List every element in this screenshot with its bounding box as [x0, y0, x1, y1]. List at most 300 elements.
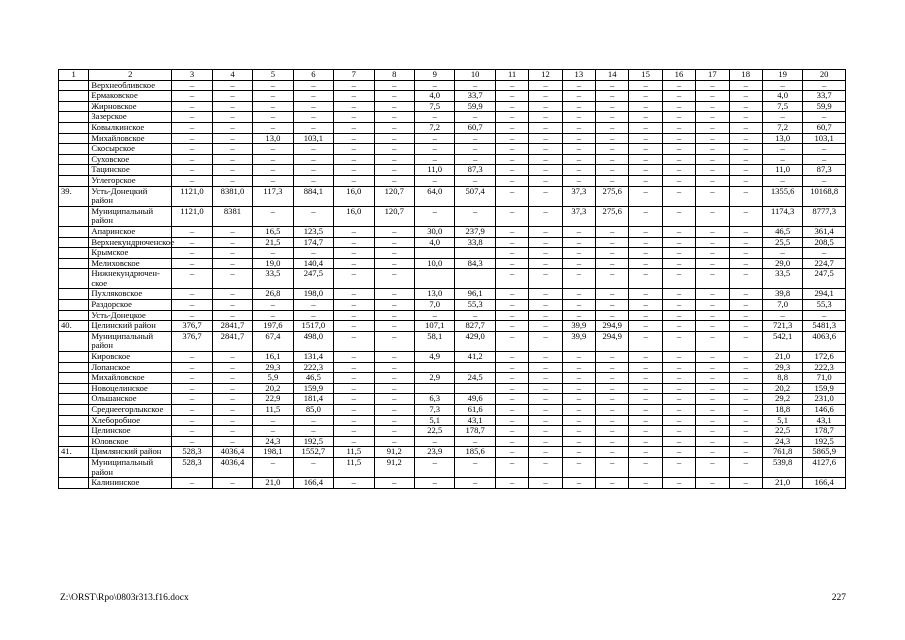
value-cell: –: [212, 436, 252, 447]
value-cell: –: [562, 426, 595, 437]
column-header: 19: [762, 70, 802, 81]
row-number-cell: [59, 206, 89, 226]
value-cell: 107,1: [415, 321, 455, 332]
value-cell: 539,8: [762, 457, 802, 477]
value-cell: –: [596, 405, 629, 416]
value-cell: –: [495, 248, 528, 259]
value-cell: –: [334, 144, 374, 155]
row-number-cell: [59, 300, 89, 311]
value-cell: 39,8: [762, 289, 802, 300]
value-cell: –: [374, 478, 414, 489]
value-cell: –: [334, 331, 374, 351]
value-cell: 8381: [212, 206, 252, 226]
row-number-cell: [59, 362, 89, 373]
value-cell: –: [495, 300, 528, 311]
table-row: [59, 415, 846, 426]
value-cell: –: [696, 300, 729, 311]
value-cell: 91,2: [374, 457, 414, 477]
table-row: [59, 133, 846, 144]
value-cell: –: [415, 478, 455, 489]
value-cell: –: [334, 80, 374, 91]
territory-name-cell: Раздорское: [89, 300, 172, 311]
value-cell: –: [696, 165, 729, 176]
value-cell: 123,5: [293, 226, 333, 237]
value-cell: 60,7: [455, 122, 495, 133]
value-cell: 1517,0: [293, 321, 333, 332]
value-cell: 39,9: [562, 321, 595, 332]
value-cell: 4127,6: [803, 457, 846, 477]
value-cell: 11,0: [762, 165, 802, 176]
value-cell: –: [529, 394, 562, 405]
value-cell: –: [172, 237, 212, 248]
value-cell: –: [662, 310, 695, 321]
value-cell: 33,7: [803, 91, 846, 102]
value-cell: –: [374, 362, 414, 373]
value-cell: [415, 248, 455, 259]
row-number-cell: 39.: [59, 186, 89, 206]
territory-name-cell: Среднеегорлыкское: [89, 405, 172, 416]
value-cell: –: [629, 101, 662, 112]
value-cell: 11,5: [334, 457, 374, 477]
value-cell: 159,9: [293, 383, 333, 394]
value-cell: –: [696, 447, 729, 458]
value-cell: 8777,3: [803, 206, 846, 226]
value-cell: –: [729, 321, 762, 332]
value-cell: –: [696, 144, 729, 155]
value-cell: –: [596, 112, 629, 123]
value-cell: 46,5: [762, 226, 802, 237]
value-cell: –: [495, 206, 528, 226]
value-cell: 4063,6: [803, 331, 846, 351]
value-cell: –: [172, 300, 212, 311]
row-number-cell: [59, 165, 89, 176]
value-cell: –: [696, 101, 729, 112]
value-cell: 1552,7: [293, 447, 333, 458]
value-cell: 8,8: [762, 373, 802, 384]
value-cell: –: [662, 415, 695, 426]
value-cell: –: [629, 352, 662, 363]
value-cell: 884,1: [293, 186, 333, 206]
value-cell: –: [415, 144, 455, 155]
value-cell: –: [696, 175, 729, 186]
value-cell: –: [253, 80, 293, 91]
column-header: 14: [596, 70, 629, 81]
table-row: [59, 258, 846, 269]
value-cell: –: [293, 426, 333, 437]
row-number-cell: [59, 237, 89, 248]
value-cell: –: [529, 331, 562, 351]
value-cell: –: [596, 457, 629, 477]
value-cell: 103,1: [803, 133, 846, 144]
value-cell: –: [212, 248, 252, 259]
value-cell: –: [696, 405, 729, 416]
value-cell: 131,4: [293, 352, 333, 363]
value-cell: –: [172, 478, 212, 489]
value-cell: –: [562, 457, 595, 477]
value-cell: –: [803, 112, 846, 123]
table-row: [59, 269, 846, 289]
value-cell: –: [729, 186, 762, 206]
value-cell: –: [374, 112, 414, 123]
value-cell: –: [762, 80, 802, 91]
value-cell: 275,6: [596, 186, 629, 206]
value-cell: –: [495, 80, 528, 91]
value-cell: 20,2: [253, 383, 293, 394]
value-cell: –: [629, 206, 662, 226]
value-cell: –: [629, 383, 662, 394]
value-cell: –: [253, 206, 293, 226]
territory-name-cell: Пухляковское: [89, 289, 172, 300]
value-cell: 16,0: [334, 186, 374, 206]
value-cell: 22,9: [253, 394, 293, 405]
value-cell: 55,3: [455, 300, 495, 311]
value-cell: –: [662, 122, 695, 133]
table-row: [59, 300, 846, 311]
table-row: [59, 112, 846, 123]
value-cell: 275,6: [596, 206, 629, 226]
value-cell: –: [374, 394, 414, 405]
value-cell: 67,4: [253, 331, 293, 351]
value-cell: –: [455, 206, 495, 226]
value-cell: –: [596, 289, 629, 300]
value-cell: –: [629, 331, 662, 351]
value-cell: –: [729, 352, 762, 363]
value-cell: –: [729, 144, 762, 155]
value-cell: –: [212, 383, 252, 394]
value-cell: –: [374, 154, 414, 165]
value-cell: –: [172, 112, 212, 123]
value-cell: 429,0: [455, 331, 495, 351]
value-cell: –: [729, 373, 762, 384]
value-cell: –: [562, 362, 595, 373]
value-cell: –: [662, 373, 695, 384]
value-cell: –: [662, 478, 695, 489]
territory-name-cell: Калининское: [89, 478, 172, 489]
value-cell: –: [529, 175, 562, 186]
value-cell: 24,3: [253, 436, 293, 447]
table-row: [59, 154, 846, 165]
table-row: [59, 80, 846, 91]
value-cell: 542,1: [762, 331, 802, 351]
value-cell: –: [562, 175, 595, 186]
value-cell: 174,7: [293, 237, 333, 248]
value-cell: 7,0: [762, 300, 802, 311]
value-cell: –: [415, 457, 455, 477]
row-number-cell: [59, 373, 89, 384]
table-row: [59, 206, 846, 226]
value-cell: 361,4: [803, 226, 846, 237]
value-cell: –: [662, 175, 695, 186]
value-cell: –: [374, 269, 414, 289]
value-cell: 4,0: [415, 237, 455, 248]
value-cell: –: [374, 310, 414, 321]
value-cell: 185,6: [455, 447, 495, 458]
value-cell: –: [596, 144, 629, 155]
value-cell: –: [696, 310, 729, 321]
value-cell: –: [629, 447, 662, 458]
value-cell: –: [374, 405, 414, 416]
value-cell: –: [253, 122, 293, 133]
table-row: [59, 144, 846, 155]
value-cell: –: [212, 352, 252, 363]
value-cell: –: [253, 101, 293, 112]
value-cell: –: [729, 405, 762, 416]
value-cell: –: [562, 237, 595, 248]
value-cell: –: [253, 91, 293, 102]
value-cell: –: [334, 426, 374, 437]
value-cell: 192,5: [803, 436, 846, 447]
value-cell: –: [696, 237, 729, 248]
territory-name-cell: Новоцелинское: [89, 383, 172, 394]
value-cell: 29,3: [762, 362, 802, 373]
value-cell: –: [253, 415, 293, 426]
value-cell: –: [529, 258, 562, 269]
value-cell: –: [596, 91, 629, 102]
value-cell: –: [212, 362, 252, 373]
value-cell: –: [495, 144, 528, 155]
value-cell: –: [253, 300, 293, 311]
value-cell: –: [696, 352, 729, 363]
value-cell: [455, 248, 495, 259]
row-number-cell: [59, 415, 89, 426]
value-cell: –: [662, 362, 695, 373]
value-cell: –: [172, 91, 212, 102]
column-header: 11: [495, 70, 528, 81]
value-cell: –: [212, 300, 252, 311]
value-cell: –: [374, 436, 414, 447]
value-cell: 376,7: [172, 321, 212, 332]
value-cell: –: [729, 175, 762, 186]
value-cell: –: [696, 457, 729, 477]
value-cell: 55,3: [803, 300, 846, 311]
value-cell: –: [212, 405, 252, 416]
value-cell: 33,5: [762, 269, 802, 289]
value-cell: –: [662, 269, 695, 289]
value-cell: –: [696, 426, 729, 437]
value-cell: –: [662, 447, 695, 458]
value-cell: –: [529, 101, 562, 112]
value-cell: –: [596, 394, 629, 405]
territory-name-cell: Целинское: [89, 426, 172, 437]
value-cell: –: [596, 237, 629, 248]
row-number-cell: [59, 91, 89, 102]
value-cell: –: [253, 175, 293, 186]
value-cell: 37,3: [562, 186, 595, 206]
value-cell: –: [293, 457, 333, 477]
value-cell: 237,9: [455, 226, 495, 237]
value-cell: –: [662, 352, 695, 363]
value-cell: –: [762, 248, 802, 259]
value-cell: –: [495, 269, 528, 289]
value-cell: –: [455, 175, 495, 186]
value-cell: –: [495, 122, 528, 133]
row-number-cell: [59, 289, 89, 300]
value-cell: –: [662, 80, 695, 91]
row-number-cell: [59, 133, 89, 144]
column-header: 13: [562, 70, 595, 81]
table-row: [59, 373, 846, 384]
value-cell: –: [495, 165, 528, 176]
territory-name-cell: Кировское: [89, 352, 172, 363]
value-cell: –: [596, 310, 629, 321]
value-cell: –: [529, 237, 562, 248]
value-cell: –: [629, 112, 662, 123]
row-number-cell: [59, 394, 89, 405]
value-cell: –: [729, 101, 762, 112]
value-cell: –: [415, 80, 455, 91]
value-cell: –: [495, 133, 528, 144]
value-cell: 7,2: [762, 122, 802, 133]
value-cell: 1121,0: [172, 206, 212, 226]
value-cell: –: [562, 289, 595, 300]
row-number-cell: [59, 112, 89, 123]
value-cell: –: [495, 331, 528, 351]
value-cell: 7,3: [415, 405, 455, 416]
territory-name-cell: Тацинское: [89, 165, 172, 176]
value-cell: –: [629, 91, 662, 102]
value-cell: –: [495, 478, 528, 489]
table-row: [59, 226, 846, 237]
value-cell: –: [212, 91, 252, 102]
value-cell: –: [729, 165, 762, 176]
row-number-cell: [59, 258, 89, 269]
value-cell: –: [455, 457, 495, 477]
value-cell: –: [212, 415, 252, 426]
value-cell: –: [729, 248, 762, 259]
row-number-cell: [59, 331, 89, 351]
value-cell: –: [529, 415, 562, 426]
value-cell: 7,0: [415, 300, 455, 311]
value-cell: –: [253, 144, 293, 155]
value-cell: –: [562, 373, 595, 384]
table-row: [59, 426, 846, 437]
value-cell: –: [334, 248, 374, 259]
row-number-cell: [59, 144, 89, 155]
value-cell: [455, 269, 495, 289]
value-cell: [415, 383, 455, 394]
column-header: 17: [696, 70, 729, 81]
value-cell: 103,1: [293, 133, 333, 144]
value-cell: 5,9: [253, 373, 293, 384]
value-cell: –: [172, 405, 212, 416]
value-cell: –: [662, 226, 695, 237]
value-cell: –: [629, 258, 662, 269]
value-cell: –: [803, 248, 846, 259]
table-row: [59, 394, 846, 405]
value-cell: –: [696, 206, 729, 226]
value-cell: 8381,0: [212, 186, 252, 206]
value-cell: 24,5: [455, 373, 495, 384]
value-cell: –: [596, 154, 629, 165]
territory-name-cell: Апаринское: [89, 226, 172, 237]
value-cell: 33,8: [455, 237, 495, 248]
value-cell: –: [562, 165, 595, 176]
territory-name-cell: Верхнеобливское: [89, 80, 172, 91]
value-cell: –: [662, 165, 695, 176]
value-cell: –: [596, 415, 629, 426]
value-cell: –: [334, 321, 374, 332]
table-row: [59, 289, 846, 300]
value-cell: –: [172, 383, 212, 394]
value-cell: –: [596, 122, 629, 133]
value-cell: 24,3: [762, 436, 802, 447]
table-row: [59, 101, 846, 112]
value-cell: –: [629, 237, 662, 248]
value-cell: –: [529, 362, 562, 373]
value-cell: –: [629, 394, 662, 405]
value-cell: 294,9: [596, 321, 629, 332]
row-number-cell: [59, 383, 89, 394]
value-cell: 39,9: [562, 331, 595, 351]
value-cell: 2841,7: [212, 331, 252, 351]
value-cell: –: [662, 405, 695, 416]
value-cell: –: [172, 154, 212, 165]
value-cell: –: [529, 457, 562, 477]
value-cell: –: [293, 154, 333, 165]
value-cell: –: [562, 383, 595, 394]
value-cell: –: [415, 175, 455, 186]
value-cell: –: [629, 80, 662, 91]
value-cell: –: [629, 154, 662, 165]
row-number-cell: 41.: [59, 447, 89, 458]
value-cell: 120,7: [374, 186, 414, 206]
value-cell: 498,0: [293, 331, 333, 351]
value-cell: –: [495, 101, 528, 112]
value-cell: –: [253, 426, 293, 437]
row-number-cell: [59, 352, 89, 363]
value-cell: –: [334, 436, 374, 447]
value-cell: –: [415, 436, 455, 447]
value-cell: –: [562, 310, 595, 321]
value-cell: –: [334, 300, 374, 311]
territory-name-cell: Лопанское: [89, 362, 172, 373]
value-cell: –: [253, 248, 293, 259]
value-cell: 294,1: [803, 289, 846, 300]
value-cell: –: [495, 258, 528, 269]
value-cell: –: [495, 154, 528, 165]
value-cell: –: [729, 206, 762, 226]
value-cell: –: [662, 101, 695, 112]
value-cell: –: [415, 112, 455, 123]
value-cell: –: [629, 300, 662, 311]
value-cell: 117,3: [253, 186, 293, 206]
value-cell: –: [729, 112, 762, 123]
table-row: [59, 91, 846, 102]
value-cell: –: [562, 144, 595, 155]
value-cell: –: [762, 112, 802, 123]
value-cell: –: [172, 165, 212, 176]
value-cell: 18,8: [762, 405, 802, 416]
value-cell: –: [562, 91, 595, 102]
value-cell: –: [172, 175, 212, 186]
value-cell: –: [529, 133, 562, 144]
column-header: 7: [334, 70, 374, 81]
value-cell: –: [696, 289, 729, 300]
value-cell: –: [495, 310, 528, 321]
value-cell: –: [529, 206, 562, 226]
value-cell: 20,2: [762, 383, 802, 394]
value-cell: –: [562, 112, 595, 123]
document-sheet: [58, 69, 846, 489]
value-cell: 208,5: [803, 237, 846, 248]
value-cell: –: [293, 112, 333, 123]
value-cell: –: [596, 248, 629, 259]
value-cell: –: [334, 258, 374, 269]
value-cell: 528,3: [172, 457, 212, 477]
value-cell: –: [172, 373, 212, 384]
row-number-cell: [59, 426, 89, 437]
value-cell: –: [374, 321, 414, 332]
